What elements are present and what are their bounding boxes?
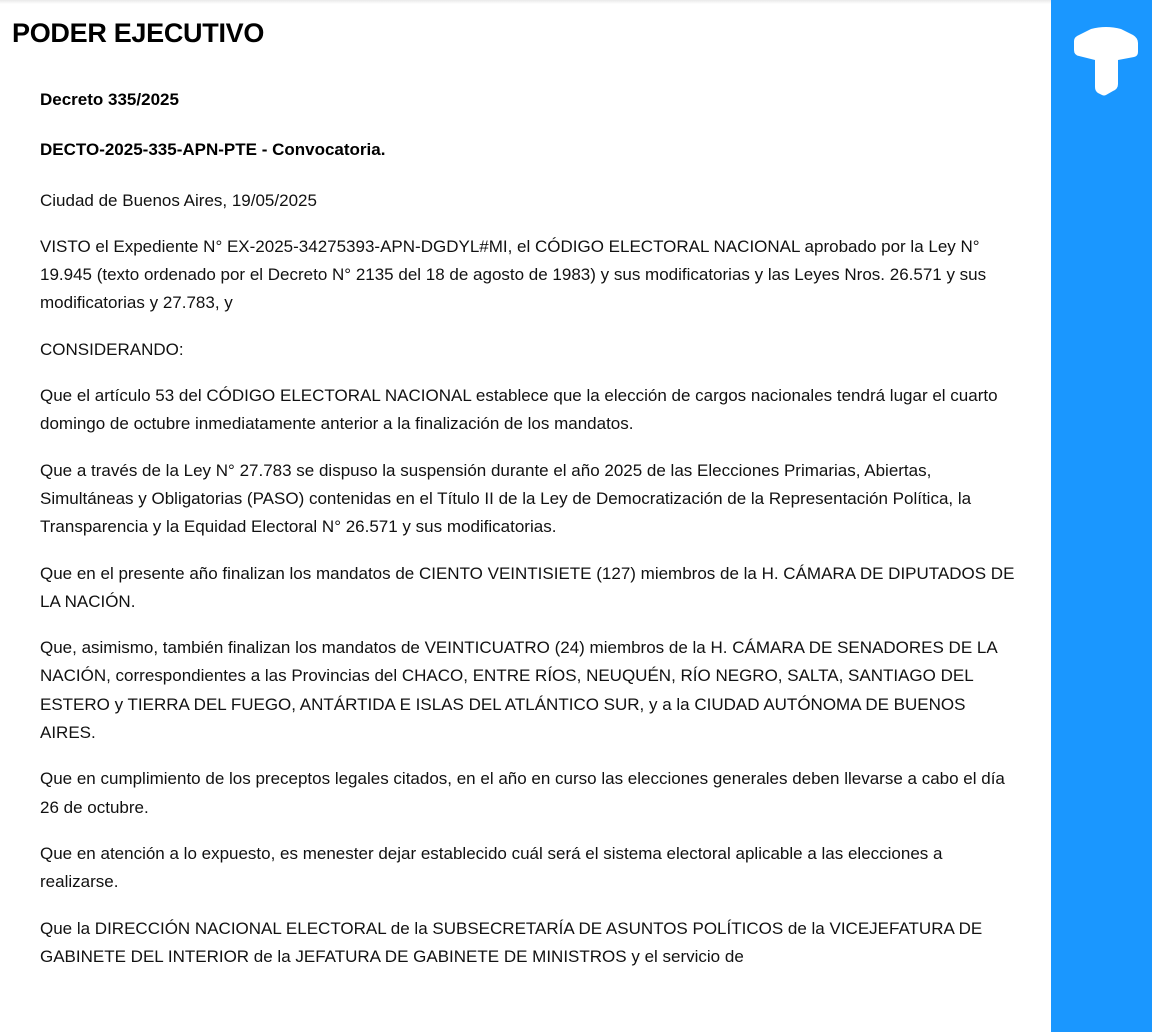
paragraph: Que en atención a lo expuesto, es menester dejar establecido cuál será el sistema electoral aplicable a las elecciones a realizarse. — [40, 843, 943, 892]
paragraph: Que en el presente año finalizan los mandatos de CIENTO VEINTISIETE (127) miembros de la H. CÁMARA DE DIPUTADOS DE LA NACIÓN. — [40, 563, 1015, 611]
decree-number: Decreto 335/2025 — [40, 90, 179, 109]
section-title: PODER EJECUTIVO — [12, 18, 265, 48]
shield-logo-icon[interactable] — [1073, 26, 1139, 96]
place-date: Ciudad de Buenos Aires, 19/05/2025 — [40, 190, 317, 210]
brand-sidebar — [1051, 0, 1152, 1032]
paragraph: Que, asimismo, también finalizan los mandatos de VEINTICUATRO (24) miembros de la H. CÁMARA DE SENADORES DE LA NACIÓN, correspondientes a las Provincias del CHACO, ENTRE RÍOS, NEUQUÉN, RÍO NEGRO, SALTA, SANTIAGO DEL ESTERO y TIERRA DEL FUEGO, ANTÁRTIDA E ISLAS DEL ATLÁNTICO SUR, y a la CIUDAD AUTÓNOMA DE BUENOS AIRES. — [40, 638, 997, 743]
top-shadow — [0, 0, 1051, 4]
paragraph-visto: VISTO el Expediente N° EX-2025-34275393-APN-DGDYL#MI, el CÓDIGO ELECTORAL NACIONAL aprobado por la Ley N° 19.945 (texto ordenado por el Decreto N° 2135 del 18 de agosto de 1983) y sus modificatorias y las Leyes Nros. 26.571 y sus modificatorias y 27.783, y — [40, 236, 987, 313]
decree-code-title: DECTO-2025-335-APN-PTE - Convocatoria. — [40, 140, 386, 160]
paragraph-considerando: CONSIDERANDO: — [40, 339, 184, 359]
paragraph: Que en cumplimiento de los preceptos legales citados, en el año en curso las elecciones generales deben llevarse a cabo el día 26 de octubre. — [40, 769, 1005, 817]
paragraph: Que la DIRECCIÓN NACIONAL ELECTORAL de la SUBSECRETARÍA DE ASUNTOS POLÍTICOS de la VICEJEFATURA DE GABINETE DEL INTERIOR de la JEFATURA DE GABINETE DE MINISTROS y el servicio de — [40, 918, 983, 966]
paragraph: Que a través de la Ley N° 27.783 se dispuso la suspensión durante el año 2025 de las Elecciones Primarias, Abiertas, Simultáneas y Obligatorias (PASO) contenidas en el Título II de la Ley de Democratización de la Representación Política, la Transparencia y la Equidad Electoral N° 26.571 y sus modificatorias. — [40, 460, 972, 537]
decree-body — [40, 86, 1015, 989]
paragraph: Que el artículo 53 del CÓDIGO ELECTORAL NACIONAL establece que la elección de cargos nacionales tendrá lugar el cuarto domingo de octubre inmediatamente anterior a la finalización de los mandatos. — [40, 386, 998, 434]
